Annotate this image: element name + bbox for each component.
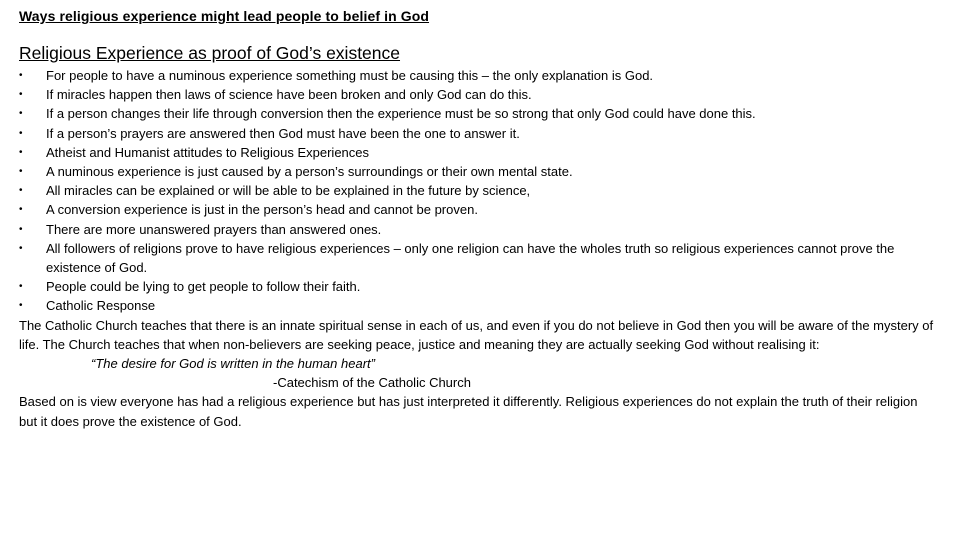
bullet-icon: •	[19, 300, 23, 312]
bullet-icon: •	[19, 204, 23, 216]
bullet-icon: •	[19, 146, 23, 158]
bullet-icon: •	[19, 281, 23, 293]
bullet-icon: •	[19, 70, 23, 81]
bullet-text: If a person’s prayers are answered then God must have been the one to answer it.	[46, 125, 520, 141]
bullet-item-miracles-science	[19, 181, 939, 200]
bullet-item-miracles-laws	[19, 85, 939, 104]
bullet-text: There are more unanswered prayers than answered ones.	[46, 221, 382, 237]
bullet-text: Atheist and Humanist attitudes to Religious Experiences	[46, 144, 370, 160]
bullet-list	[19, 66, 939, 316]
bullet-item-prayers-answered	[19, 124, 939, 143]
bullet-text: All followers of religions prove to have religious experiences – only one religion can have the wholes truth so religious experiences cannot prove the existence of God.	[46, 240, 895, 276]
bullet-icon: •	[19, 127, 23, 139]
bullet-icon: •	[19, 242, 23, 254]
bullet-icon: •	[19, 166, 23, 178]
bullet-text: For people to have a numinous experience something must be causing this – the only explanation is God.	[46, 68, 654, 83]
bullet-text: A conversion experience is just in the person’s head and cannot be proven.	[46, 202, 478, 218]
bullet-item-unanswered-prayers	[19, 220, 939, 239]
bullet-item-atheist-heading	[19, 143, 939, 162]
bullet-icon: •	[19, 185, 23, 197]
bullet-item-conversion	[19, 104, 939, 123]
bullet-text: People could be lying to get people to follow their faith.	[46, 279, 361, 295]
section-heading: Religious Experience as proof of God’s existence	[19, 43, 401, 63]
bullet-item-numinous-cause	[19, 66, 939, 85]
catechism-quote: “The desire for God is written in the human heart”	[91, 356, 375, 372]
catholic-paragraph: The Catholic Church teaches that there is an innate spiritual sense in each of us, and even if you do not believe in God then you will be aware of the mystery of life. The Church teaches that when non-believers are seeking peace, justice and meaning they are actually seeking God without realising it:	[19, 317, 934, 352]
page-title: Ways religious experience might lead people to belief in God	[19, 8, 430, 24]
bullet-item-lying	[19, 277, 939, 296]
bullet-icon: •	[19, 223, 23, 235]
bullet-item-catholic-response	[19, 296, 939, 315]
bullet-text: Catholic Response	[46, 298, 156, 314]
quote-attribution: -Catechism of the Catholic Church	[273, 375, 471, 391]
bullet-item-one-religion	[19, 239, 939, 277]
bullet-icon: •	[19, 89, 23, 101]
bullet-item-numinous-surroundings	[19, 162, 939, 181]
bullet-text: All miracles can be explained or will be able to be explained in the future by science,	[46, 183, 531, 199]
bullet-text: A numinous experience is just caused by a person’s surroundings or their own mental state.	[46, 164, 573, 180]
bullet-icon: •	[19, 108, 23, 120]
slide-content	[19, 66, 939, 431]
conclusion-paragraph: Based on is view everyone has had a religious experience but has just interpreted it differently. Religious experiences do not explain the truth of their religion but it does prove the existence of God.	[19, 394, 918, 429]
bullet-text: If miracles happen then laws of science have been broken and only God can do this.	[46, 87, 532, 103]
bullet-text: If a person changes their life through conversion then the experience must be so strong that only God could have done this.	[46, 106, 756, 122]
bullet-item-conversion-head	[19, 200, 939, 219]
